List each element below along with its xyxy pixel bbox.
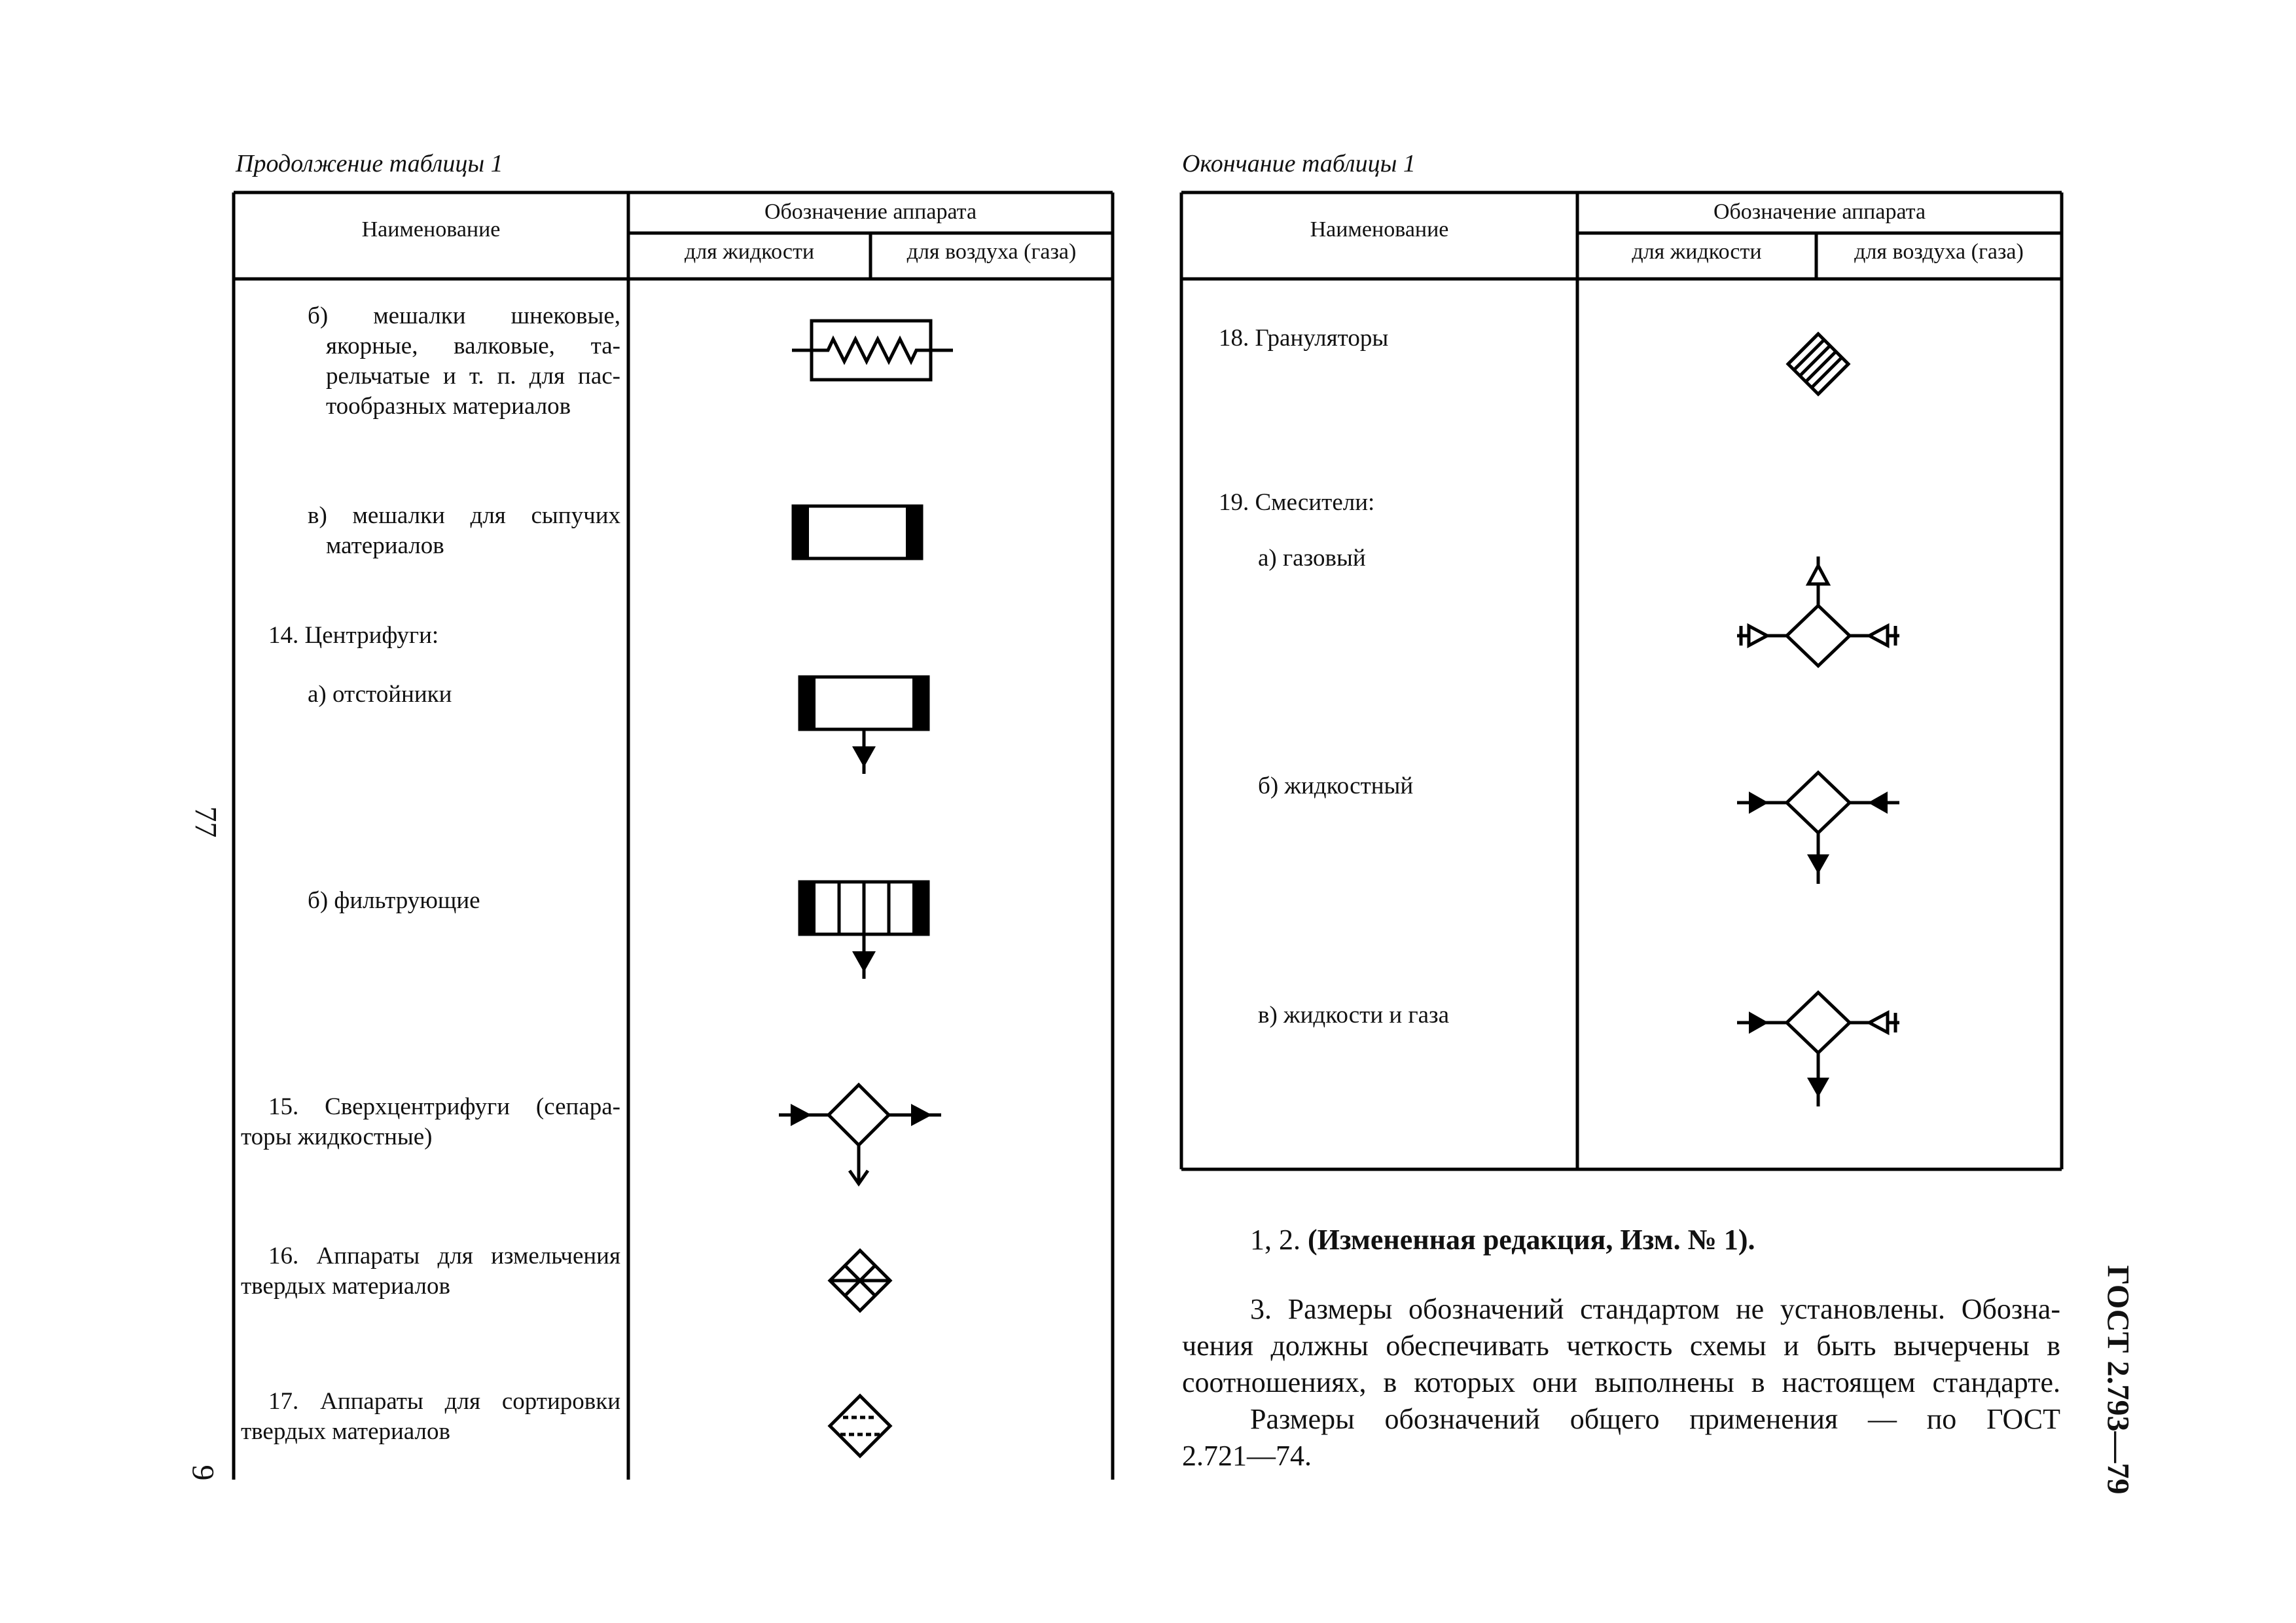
item-line: в) мешалки для сыпучих [308,502,620,529]
item-line: 17. Аппараты для сортировки [268,1388,620,1415]
item-mixer-gas: а) газовый [1258,545,1366,572]
item-filtering: б) фильтрующие [308,887,480,914]
para-line: 3. Размеры обозначений стандартом не установлены. Обозна- [1250,1293,2060,1325]
right-header-designation: Обозначение аппарата [1713,200,1926,224]
item-mixers: 19. Смесители: [1219,489,1375,516]
para-line: соотношениях, в которых они выполнены в настоящем стандарте. [1182,1366,2060,1398]
gost-designation: ГОСТ 2.793—79 [2100,1265,2136,1495]
left-header-name: Наименование [361,217,501,242]
para-line: чения должны обеспечивать четкость схемы и быть вычерчены в [1182,1329,2060,1362]
left-header-liquid: для жидкости [684,240,815,264]
amendment-prefix: 1, 2. [1250,1224,1308,1256]
page-number-top: 77 [188,806,223,838]
left-table-caption: Продолжение таблицы 1 [236,150,503,177]
item-line: б) мешалки шнековые, [308,302,620,329]
item-line: 15. Сверхцентрифуги (сепара- [268,1093,620,1120]
page-number-bottom: 9 [185,1465,221,1481]
liquid-gas-mixer-symbol [1737,993,1899,1106]
amendment-note [1250,1223,1755,1256]
item-line: рельчатые и т. п. для пас- [326,362,620,390]
granulator-symbol [1788,334,1848,394]
right-header-air: для воздуха (газа) [1854,240,2024,264]
item-line: твердых материалов [241,1417,450,1445]
item-mixer-liquid-gas: в) жидкости и газа [1258,1002,1450,1029]
right-header-liquid: для жидкости [1632,240,1762,264]
item-line: материалов [326,532,444,559]
item-settling: а) отстойники [308,681,452,708]
item-granulators: 18. Грануляторы [1219,325,1389,352]
item-line: тообразных материалов [326,392,571,420]
item-line: 16. Аппараты для измельчения [268,1243,620,1269]
left-header-designation: Обозначение аппарата [764,200,977,224]
amendment-bold: (Измененная редакция, Изм. № 1). [1308,1224,1755,1256]
right-header-name: Наименование [1310,217,1449,242]
left-header-air: для воздуха (газа) [906,240,1077,264]
para-line: Размеры обозначений общего применения — по ГОСТ [1250,1402,2060,1435]
paragraph-3 [1182,1291,2060,1474]
right-table-caption: Окончание таблицы 1 [1182,150,1416,177]
liquid-mixer-symbol [1737,773,1899,884]
gas-mixer-symbol [1737,556,1899,666]
item-centrifuges: 14. Центрифуги: [268,622,439,649]
item-line: твердых материалов [241,1272,450,1300]
item-line: якорные, валковые, та- [326,332,620,359]
item-mixer-liquid: б) жидкостный [1258,773,1414,799]
item-line: торы жидкостные) [241,1123,433,1150]
para-line: 2.721—74. [1182,1439,1312,1472]
